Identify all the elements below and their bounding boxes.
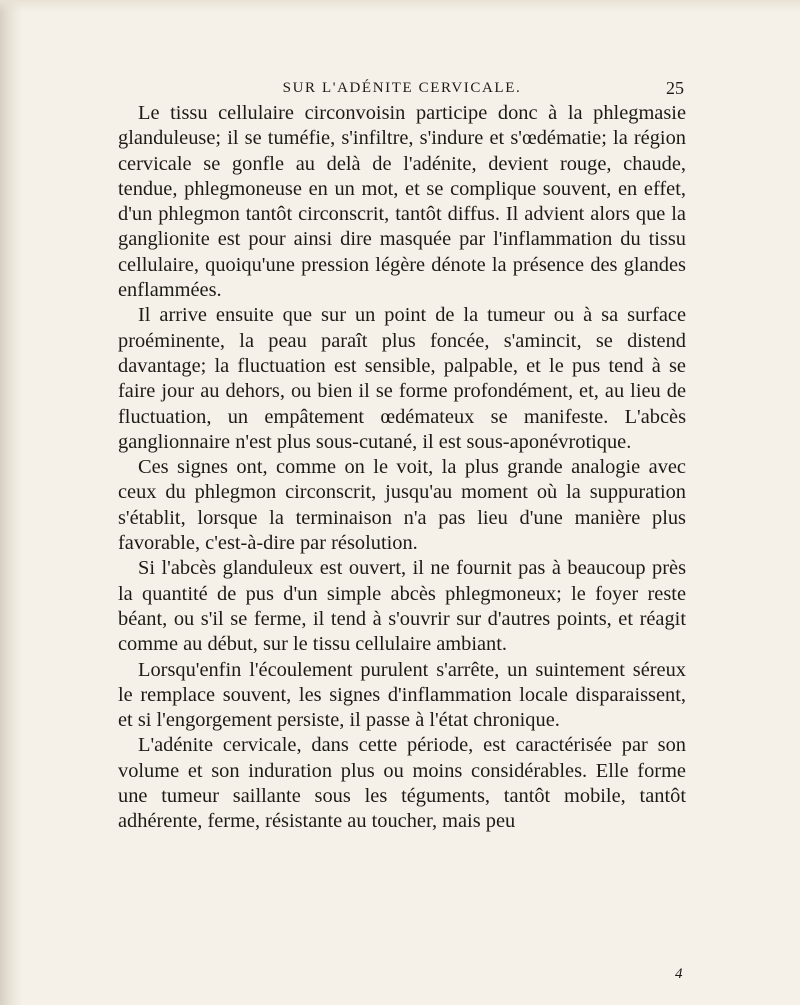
- paragraph-1: Le tissu cellulaire circonvoisin participe donc à la phlegmasie glanduleuse; il se tuméfie, s'infiltre, s'indure et s'œdématie; la région cervicale se gonfle au delà de l'adénite, devient rouge, chaude, tendue, phlegmoneuse en un mot, et se complique souvent, en effet, d'un phlegmon tantôt circonscrit, tantôt diffus. Il advient alors que la ganglionite est pour ainsi dire masquée par l'inflammation du tissu cellulaire, quoiqu'une pression légère dénote la présence des glandes enflammées.: [118, 102, 686, 302]
- paragraph-4: Si l'abcès glanduleux est ouvert, il ne fournit pas à beaucoup près la quantité de pus d'un simple abcès phlegmoneux; le foyer reste béant, ou s'il se ferme, il tend à s'ouvrir sur d'autres points, et réagit comme au début, sur le tissu cellulaire ambiant.: [118, 557, 686, 656]
- paragraph-3: Ces signes ont, comme on le voit, la plus grande analogie avec ceux du phlegmon circonscrit, jusqu'au moment où la suppuration s'établit, lorsque la terminaison n'a pas lieu d'une manière plus favorable, c'est-à-dire par résolution.: [118, 456, 686, 555]
- page-number: 25: [666, 78, 684, 98]
- signature-mark: 4: [675, 966, 683, 982]
- page-top-shadow: [0, 0, 800, 12]
- paragraph-6: L'adénite cervicale, dans cette période, est caractérisée par son volume et son induration plus ou moins considérables. Elle forme une tumeur saillante sous les téguments, tantôt mobile, tantôt adhérente, ferme, résistante au toucher, mais peu: [118, 734, 686, 833]
- page-edge-shadow: [0, 0, 22, 1005]
- paragraph-2: Il arrive ensuite que sur un point de la tumeur ou à sa surface proéminente, la peau paraît plus foncée, s'amincit, se distend davantage; la fluctuation est sensible, palpable, et le pus tend à se faire jour au dehors, ou bien il se forme profondément, et, au lieu de fluctuation, un empâtement œdémateux se manifeste. L'abcès ganglionnaire n'est plus sous-cutané, il est sous-aponévrotique.: [118, 304, 686, 453]
- paragraph-5: Lorsqu'enfin l'écoulement purulent s'arrête, un suintement séreux le remplace souvent, les signes d'inflammation locale disparaissent, et si l'engorgement persiste, il passe à l'état chronique.: [118, 658, 686, 732]
- body-text: [118, 101, 686, 835]
- running-head: SUR L'ADÉNITE CERVICALE.: [282, 80, 522, 96]
